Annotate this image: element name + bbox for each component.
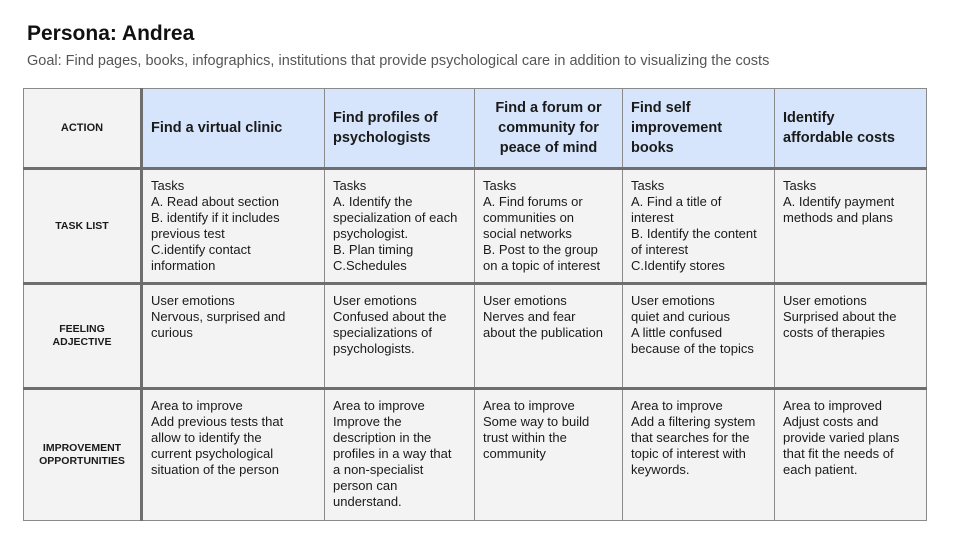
table-cell [775,284,927,389]
cell-line: Nerves and fear [483,309,576,324]
cell-line: Tasks [483,178,517,193]
goal-text: Goal: Find pages, books, infographics, institutions that provide psychological care in addition to visualizing the costs [27,53,770,69]
cell-line: methods and plans [783,210,893,225]
cell-line: Area to improved [783,398,882,413]
table-cell [142,389,325,521]
cell-line: understand. [333,494,402,509]
cell-line: communities on [483,210,575,225]
table-cell [623,389,775,521]
cell-line: C.identify contact [151,242,251,257]
cell-line: User emotions [151,293,235,308]
cell-line: Surprised about the [783,309,897,324]
cell-line: Add a filtering system [631,414,756,429]
cell-line: Confused about the [333,309,447,324]
cell-line: trust within the [483,430,567,445]
cell-line: profiles in a way that [333,446,452,461]
cell-line: Area to improve [631,398,723,413]
cell-line: A little confused [631,325,723,340]
cell-line: B. Identify the content [631,226,757,241]
cell-line: costs of therapies [783,325,885,340]
cell-line: current psychological [151,446,274,461]
cell-line: A. Identify the [333,194,413,209]
cell-line: description in the [333,430,432,445]
table-cell [775,169,927,284]
cell-line: quiet and curious [631,309,731,324]
table-cell [142,169,325,284]
action-label: ACTION [24,89,142,169]
cell-line: Adjust costs and [783,414,879,429]
table-cell [475,169,623,284]
cell-line: B. Post to the group [483,242,598,257]
cell-line: on a topic of interest [483,258,601,273]
cell-line: A. Find forums or [483,194,583,209]
cell-line: specialization of each [333,210,458,225]
cell-line: User emotions [783,293,867,308]
cell-line: User emotions [483,293,567,308]
cell-line: of interest [631,242,689,257]
cell-line: previous test [151,226,225,241]
cell-line: interest [631,210,674,225]
improvement-opportunities-label [24,389,142,521]
cell-line: provide varied plans [783,430,900,445]
table-cell [325,284,475,389]
row-label-line: FEELING [59,323,105,335]
cell-line: Area to improve [333,398,425,413]
header-line: Find a forum or [495,100,602,116]
feeling-adjective-label [24,284,142,389]
cell-line: C.Schedules [333,258,407,273]
table-cell [775,389,927,521]
table-cell [325,169,475,284]
table-cell [623,169,775,284]
improvement-opportunities-row [24,389,927,521]
header-line: books [631,140,674,156]
row-label-line: TASK LIST [55,219,109,232]
table-cell [325,389,475,521]
cell-line: User emotions [631,293,715,308]
header-line: Find profiles of [333,110,438,126]
cell-line: keywords. [631,462,690,477]
table-cell [142,284,325,389]
cell-line: Area to improve [483,398,575,413]
row-label-line: ADJECTIVE [52,336,112,348]
cell-line: topic of interest with [631,446,746,461]
cell-line: psychologist. [333,226,409,241]
cell-line: that searches for the [631,430,750,445]
header-line: Find a virtual clinic [151,120,283,136]
cell-line: each patient. [783,462,858,477]
cell-line: Tasks [333,178,367,193]
page-title: Persona: Andrea [27,22,195,45]
task-list-row [24,169,927,284]
action-affordable-costs [775,89,927,169]
cell-line: person can [333,478,398,493]
cell-line: specializations of [333,325,432,340]
table-cell [475,389,623,521]
table-cell [623,284,775,389]
cell-line: community [483,446,546,461]
cell-line: B. identify if it includes [151,210,280,225]
action-forum-community [475,89,623,169]
header-line: Identify [783,110,835,126]
cell-line: A. Read about section [151,194,279,209]
cell-line: Add previous tests that [151,414,284,429]
header-row [24,89,927,169]
row-label-line: IMPROVEMENT [42,442,122,454]
cell-line: a non-specialist [333,462,424,477]
cell-line: social networks [483,226,572,241]
cell-line: that fit the needs of [783,446,894,461]
action-self-improvement-books [623,89,775,169]
cell-line: Area to improve [151,398,243,413]
cell-line: because of the topics [631,341,754,356]
journey-table [23,88,927,521]
action-virtual-clinic [142,89,325,169]
header-line: psychologists [333,130,431,146]
header-line: affordable costs [783,130,895,146]
cell-line: Tasks [151,178,185,193]
cell-line: Tasks [631,178,665,193]
cell-line: User emotions [333,293,417,308]
row-label-line: OPPORTUNITIES [39,455,125,467]
cell-line: B. Plan timing [333,242,414,257]
table-cell [475,284,623,389]
cell-line: psychologists. [333,341,415,356]
cell-line: about the publication [483,325,603,340]
cell-line: Nervous, surprised and [151,309,286,324]
task-list-label [24,169,142,284]
header-line: community for [498,120,599,136]
cell-line: curious [151,325,193,340]
cell-line: information [151,258,216,273]
header-line: improvement [631,120,723,136]
feeling-adjective-row [24,284,927,389]
cell-line: A. Identify payment [783,194,895,209]
cell-line: situation of the person [151,462,279,477]
cell-line: Tasks [783,178,817,193]
action-psychologist-profiles [325,89,475,169]
cell-line: C.Identify stores [631,258,725,273]
cell-line: Improve the [333,414,402,429]
header-line: Find self [631,100,691,116]
cell-line: allow to identify the [151,430,262,445]
cell-line: Some way to build [483,414,590,429]
header-line: peace of mind [499,140,598,156]
cell-line: A. Find a title of [631,194,722,209]
